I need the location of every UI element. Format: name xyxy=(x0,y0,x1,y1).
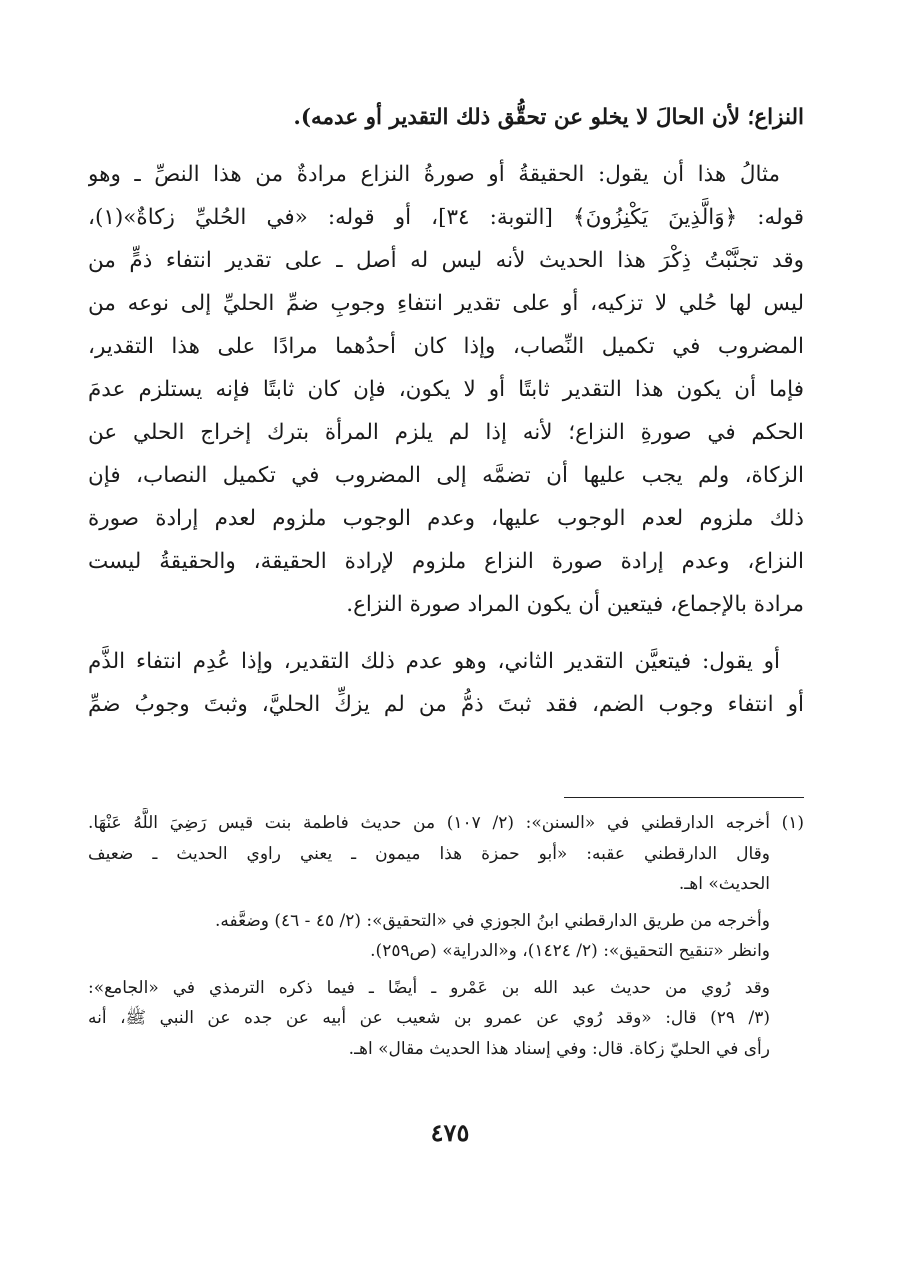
footnote-line: وأخرجه من طريق الدارقطني ابنُ الجوزي في «التحقيق»: (٢/ ٤٥ - ٤٦) وضعَّفه. xyxy=(215,910,770,931)
text-line: النزاع؛ لأن الحالَ لا يخلو عن تحقُّق ذلك التقدير أو عدمه). xyxy=(293,105,804,130)
footnote-text: أخرجه الدارقطني في «السنن»: (٢/ ١٠٧) من حديث فاطمة بنت قيس رَضِيَ اللَّهُ عَنْهَا. xyxy=(88,813,770,833)
footnote-line xyxy=(88,808,804,839)
page-number: ٤٧٥ xyxy=(430,1118,470,1147)
text-line: ليس لها حُلي لا تزكيه، أو على تقدير انتفاءِ وجوبِ ضمِّ الحليِّ إلى نوعه من xyxy=(88,291,804,316)
footnote-line: (٣/ ٢٩) قال: «وقد رُوي عن عمرو بن شعيب عن أبيه عن جده عن النبي ﷺ، أنه xyxy=(88,1008,770,1028)
text-line: فإما أن يكون هذا التقدير ثابتًا أو لا يكون، فإن كان ثابتًا فإنه يستلزم عدمَ xyxy=(88,377,804,402)
footnote-line: وقال الدارقطني عقبه: «أبو حمزة هذا ميمون ـ يعني راوي الحديث ـ ضعيف xyxy=(88,843,770,864)
footnote-line: الحديث» اهـ. xyxy=(678,874,770,894)
text-line: النزاع، وعدم إرادة صورة النزاع ملزوم لإرادة الحقيقة، والحقيقةُ ليست xyxy=(88,549,804,574)
footnote-line: وقد رُوي من حديث عبد الله بن عَمْرو ـ أيضًا ـ فيما ذكره الترمذي في «الجامع»: xyxy=(88,977,770,998)
text-line: أو انتفاء وجوب الضم، فقد ثبتَ ذمُّ من لم يزكِّ الحليَّ، وثبتَ وجوبُ ضمِّ xyxy=(88,692,804,717)
text-line: الزكاة، ولم يجب عليها أن تضمَّه إلى المضروب في تكميل النصاب، فإن xyxy=(88,463,804,488)
text-line: ذلك ملزوم لعدم الوجوب عليها، وعدم الوجوب ملزوم لعدم إرادة صورة xyxy=(88,506,804,531)
footnote-line: رأى في الحليّ زكاة. قال: وفي إسناد هذا الحديث مقال» اهـ. xyxy=(348,1038,770,1059)
footnote-separator xyxy=(564,797,804,798)
text-line: أو يقول: فيتعيَّن التقدير الثاني، وهو عدم ذلك التقدير، وإذا عُدِم انتفاء الذَّم xyxy=(88,649,780,674)
text-line: الحكم في صورةِ النزاع؛ لأنه إذا لم يلزم المرأة بترك إخراج الحلي عن xyxy=(88,420,804,445)
text-line: مثالُ هذا أن يقول: الحقيقةُ أو صورةُ النزاع مرادةٌ من هذا النصِّ ـ وهو xyxy=(88,162,780,187)
main-text xyxy=(88,96,804,726)
text-line: المضروب في تكميل النِّصاب، وإذا كان أحدُهما مرادًا على هذا التقدير، xyxy=(88,334,804,359)
text-line: مرادة بالإجماع، فيتعين أن يكون المراد صورة النزاع. xyxy=(346,592,804,617)
text-line: وقد تجنَّبْتُ ذِكْرَ هذا الحديث لأنه ليس له أصل ـ على تقدير انتفاء ذمٍّ من xyxy=(88,248,804,273)
text-line: قوله: ﴿وَالَّذِينَ يَكْنِزُونَ﴾ [التوبة: ٣٤]، أو قوله: «في الحُليِّ زكاةٌ»(١)، xyxy=(88,205,804,230)
footnote-line: وانظر «تنقيح التحقيق»: (٢/ ١٤٢٤)، و«الدراية» (ص٢٥٩). xyxy=(370,941,770,961)
footnotes xyxy=(88,808,804,1064)
footnote-number: (١) xyxy=(781,813,804,833)
